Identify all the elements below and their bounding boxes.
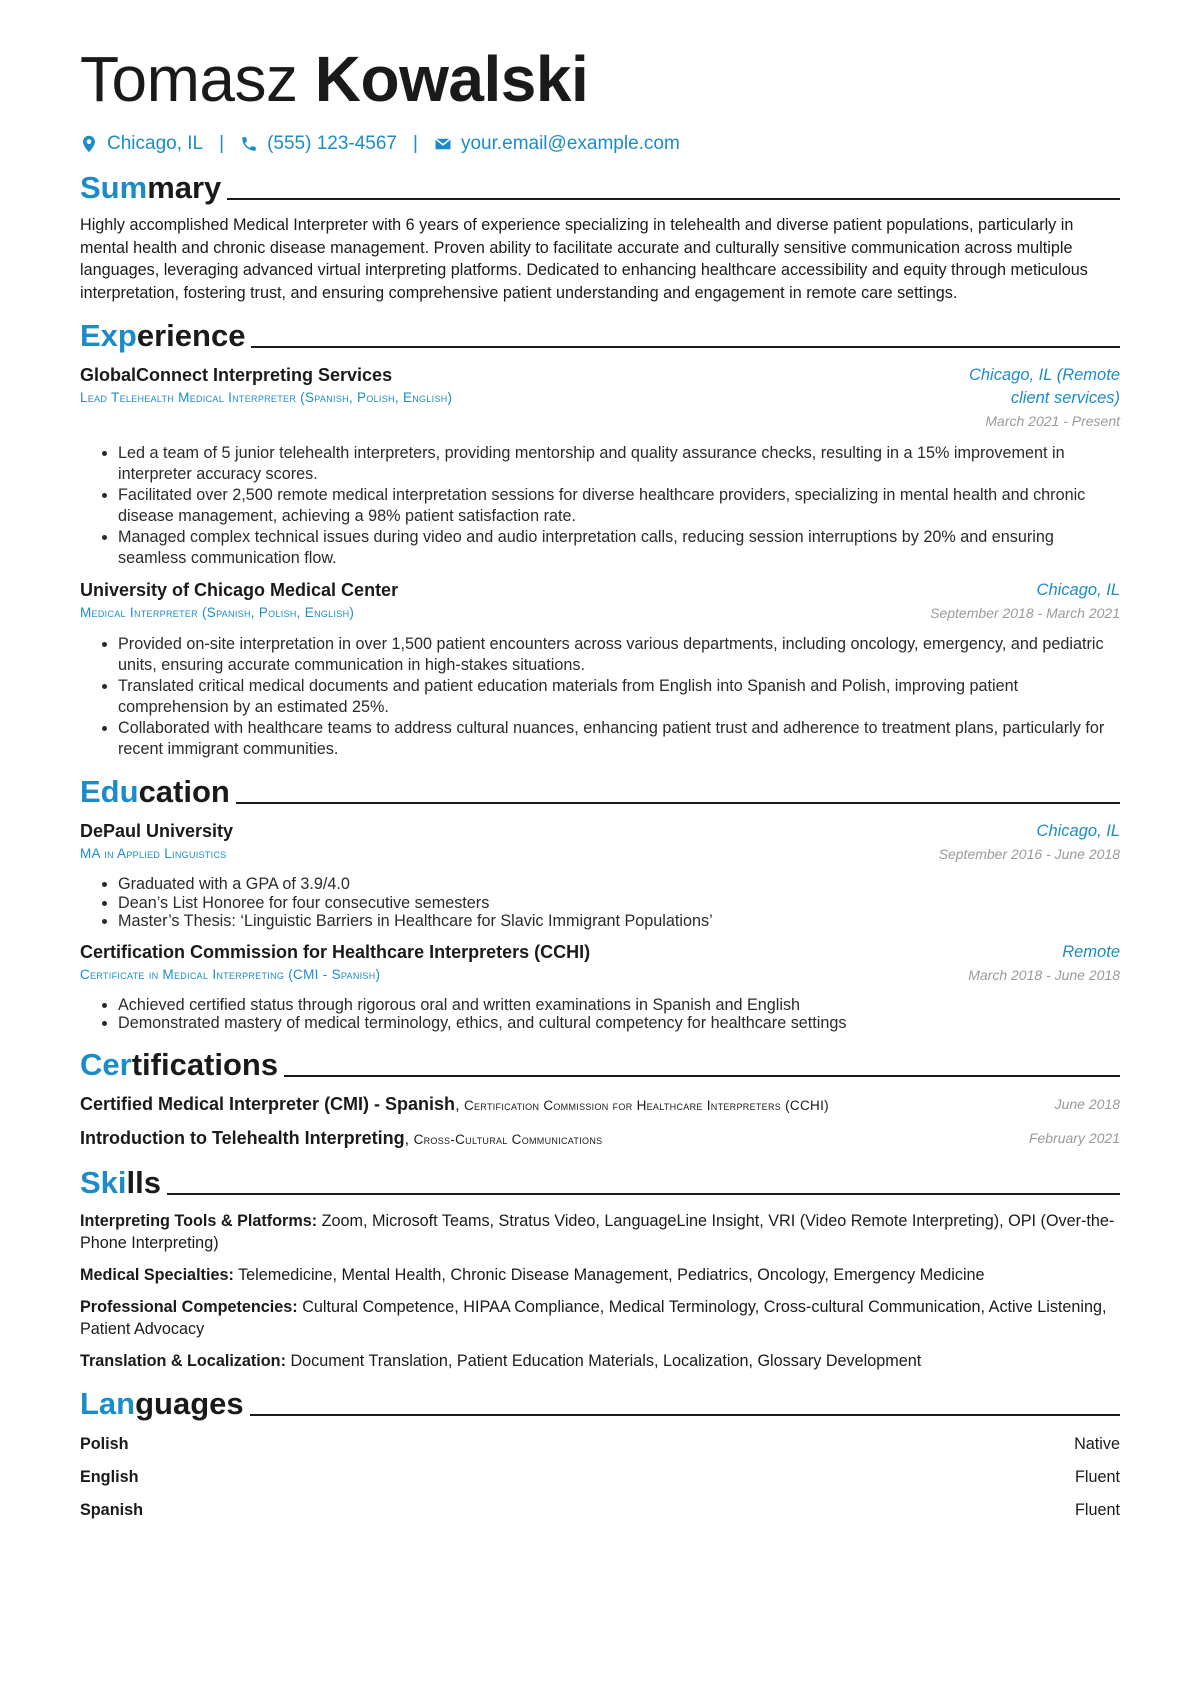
certifications-section — [80, 1045, 1120, 1151]
contact-phone[interactable] — [240, 133, 397, 155]
bullet-list — [80, 634, 1120, 760]
language-level: Fluent — [1075, 1501, 1120, 1520]
section-rule — [250, 1414, 1120, 1416]
bullet-item: • Managed complex technical issues during video and audio interpretation calls, reducing session interruptions by 20% and ensuring seamless communication flow. — [118, 527, 1120, 569]
entry-location: Chicago, IL — [1036, 581, 1120, 600]
certification-issuer: Cross-Cultural Communications — [413, 1131, 603, 1147]
section-rule — [167, 1193, 1120, 1195]
job-title: Lead Telehealth Medical Interpreter (Spanish, Polish, English) — [80, 390, 453, 406]
bullet-item: • Graduated with a GPA of 3.9/4.0 — [118, 875, 1120, 894]
section-title: Summary — [80, 170, 222, 205]
certification-date: June 2018 — [1054, 1095, 1120, 1112]
section-rule — [251, 346, 1120, 348]
resume-page — [80, 40, 1120, 1521]
language-name: English — [80, 1468, 139, 1487]
section-title: Certifications — [80, 1046, 279, 1082]
skill-value: Zoom, Microsoft Teams, Stratus Video, LanguageLine Insight, VRI (Video Remote Interpreting), OPI (Over-the-Phone Interpreting) — [80, 1211, 1115, 1253]
map-pin-icon — [80, 135, 98, 153]
skill-value: Cultural Competence, HIPAA Compliance, Medical Terminology, Cross-cultural Communication, Active Listening, Patient Advocacy — [80, 1297, 1107, 1339]
skill-row — [80, 1350, 1120, 1373]
section-title: Languages — [80, 1386, 244, 1422]
section-rule — [236, 802, 1120, 804]
entry-dates: March 2021 - Present — [985, 413, 1120, 430]
job-title: Medical Interpreter (Spanish, Polish, English) — [80, 605, 355, 621]
skill-label: Medical Specialties: — [80, 1266, 234, 1285]
degree: Certificate in Medical Interpreting (CMI - Spanish) — [80, 966, 381, 982]
language-row — [80, 1433, 1120, 1455]
languages-section — [80, 1384, 1120, 1521]
language-row — [80, 1499, 1120, 1521]
section-rule — [227, 198, 1120, 200]
bullet-item: • Provided on-site interpretation in over 1,500 patient encounters across various departments, including oncology, emergency, and pediatric units, ensuring accurate communication in high-stakes situations. — [118, 634, 1120, 676]
bullet-list — [80, 996, 1120, 1033]
last-name: Kowalski — [314, 43, 589, 115]
bullet-item: • Facilitated over 2,500 remote medical interpretation sessions for diverse healthcare providers, specializing in mental health and chronic disease management, achieving a 98% patient satisfaction rate. — [118, 485, 1120, 527]
contact-location — [80, 133, 203, 155]
location-text: Chicago, IL — [107, 133, 204, 154]
entry-location: Chicago, IL — [1036, 822, 1120, 841]
bullet-list — [80, 443, 1120, 569]
institution: Certification Commission for Healthcare Interpreters (CCHI) — [80, 941, 591, 962]
skills-section — [80, 1163, 1120, 1373]
bullet-item: • Collaborated with healthcare teams to address cultural nuances, enhancing patient trust and adherence to treatment plans, particularly for recent immigrant communities. — [118, 718, 1120, 760]
phone-icon — [240, 135, 258, 153]
skill-value: Telemedicine, Mental Health, Chronic Disease Management, Pediatrics, Oncology, Emergency Medicine — [238, 1266, 985, 1285]
section-title: Education — [80, 774, 230, 810]
education-entry — [80, 820, 1120, 931]
bullet-list — [80, 875, 1120, 931]
separator: | — [413, 133, 418, 154]
education-section — [80, 772, 1120, 1033]
language-level: Fluent — [1075, 1468, 1120, 1487]
certification-item: Certified Medical Interpreter (CMI) - Spanish, Certification Commission for Healthcare Interpreters (CCHI) June 2018 — [80, 1093, 1120, 1117]
skill-row — [80, 1210, 1120, 1255]
section-title: Skills — [80, 1164, 161, 1200]
degree: MA in Applied Linguistics — [80, 846, 227, 862]
bullet-item: • Translated critical medical documents and patient education materials from English into Spanish and Polish, improving patient comprehension by an estimated 25%. — [118, 676, 1120, 718]
bullet-item: • Demonstrated mastery of medical terminology, ethics, and cultural competency for healthcare settings — [118, 1014, 1120, 1033]
entry-dates: March 2018 - June 2018 — [968, 966, 1120, 983]
section-heading — [80, 168, 1120, 206]
certification-item: Introduction to Telehealth Interpreting, Cross-Cultural Communications February 2021 — [80, 1127, 1120, 1151]
certification-name: Certified Medical Interpreter (CMI) - Spanish — [80, 1093, 456, 1114]
skill-label: Translation & Localization: — [80, 1351, 286, 1370]
envelope-icon — [434, 135, 452, 153]
section-rule — [284, 1075, 1120, 1077]
section-heading — [80, 772, 1120, 810]
skill-label: Interpreting Tools & Platforms: — [80, 1211, 318, 1230]
section-heading — [80, 1384, 1120, 1422]
skill-label: Professional Competencies: — [80, 1297, 298, 1316]
certification-name: Introduction to Telehealth Interpreting — [80, 1127, 405, 1148]
organization: GlobalConnect Interpreting Services — [80, 365, 393, 386]
phone-text: (555) 123-4567 — [267, 133, 397, 154]
skill-row — [80, 1296, 1120, 1341]
email-text: your.email@example.com — [460, 133, 680, 154]
contact-email[interactable] — [434, 133, 680, 155]
education-entry — [80, 941, 1120, 1033]
certification-date: February 2021 — [1028, 1129, 1120, 1146]
candidate-name — [80, 40, 1120, 118]
separator: | — [219, 133, 225, 154]
skill-value: Document Translation, Patient Education Materials, Localization, Glossary Development — [290, 1351, 922, 1370]
entry-location: Chicago, IL (Remote client services) — [968, 366, 1120, 408]
organization: University of Chicago Medical Center — [80, 580, 399, 601]
bullet-item: • Dean’s List Honoree for four consecutive semesters — [118, 894, 1120, 913]
experience-entry — [80, 364, 1120, 569]
language-name: Polish — [80, 1435, 129, 1454]
experience-section — [80, 316, 1120, 760]
certification-issuer: Certification Commission for Healthcare Interpreters (CCHI) — [463, 1097, 829, 1113]
first-name: Tomasz — [80, 43, 298, 115]
entry-location: Remote — [1062, 942, 1120, 961]
skill-row — [80, 1264, 1120, 1287]
section-title: Experience — [80, 318, 246, 354]
bullet-item: • Achieved certified status through rigorous oral and written examinations in Spanish and English — [118, 996, 1120, 1015]
experience-entry — [80, 579, 1120, 760]
contact-line — [80, 132, 1120, 156]
language-name: Spanish — [80, 1501, 143, 1520]
language-row — [80, 1466, 1120, 1488]
section-heading — [80, 316, 1120, 354]
institution: DePaul University — [80, 821, 234, 842]
bullet-item: • Master’s Thesis: ‘Linguistic Barriers in Healthcare for Slavic Immigrant Populations’ — [118, 912, 1120, 931]
summary-section — [80, 168, 1120, 304]
bullet-item: • Led a team of 5 junior telehealth interpreters, providing mentorship and quality assurance checks, resulting in a 15% improvement in interpreter accuracy scores. — [118, 443, 1120, 485]
section-heading — [80, 1045, 1120, 1083]
language-level: Native — [1074, 1435, 1120, 1454]
summary-text: Highly accomplished Medical Interpreter with 6 years of experience specializing in telehealth and diverse patient populations, particularly in mental health and chronic disease management. Proven ability to facilitate accurate and culturally sensitive communication across multiple languages, leveraging advanced virtual interpreting platforms. Dedicated to enhancing healthcare accessibility and equity through meticulous interpretation, fostering trust, and ensuring comprehensive patient understanding and engagement in remote care settings. — [80, 216, 1088, 302]
section-heading — [80, 1163, 1120, 1201]
entry-dates: September 2016 - June 2018 — [938, 846, 1120, 863]
entry-dates: September 2018 - March 2021 — [930, 605, 1120, 622]
